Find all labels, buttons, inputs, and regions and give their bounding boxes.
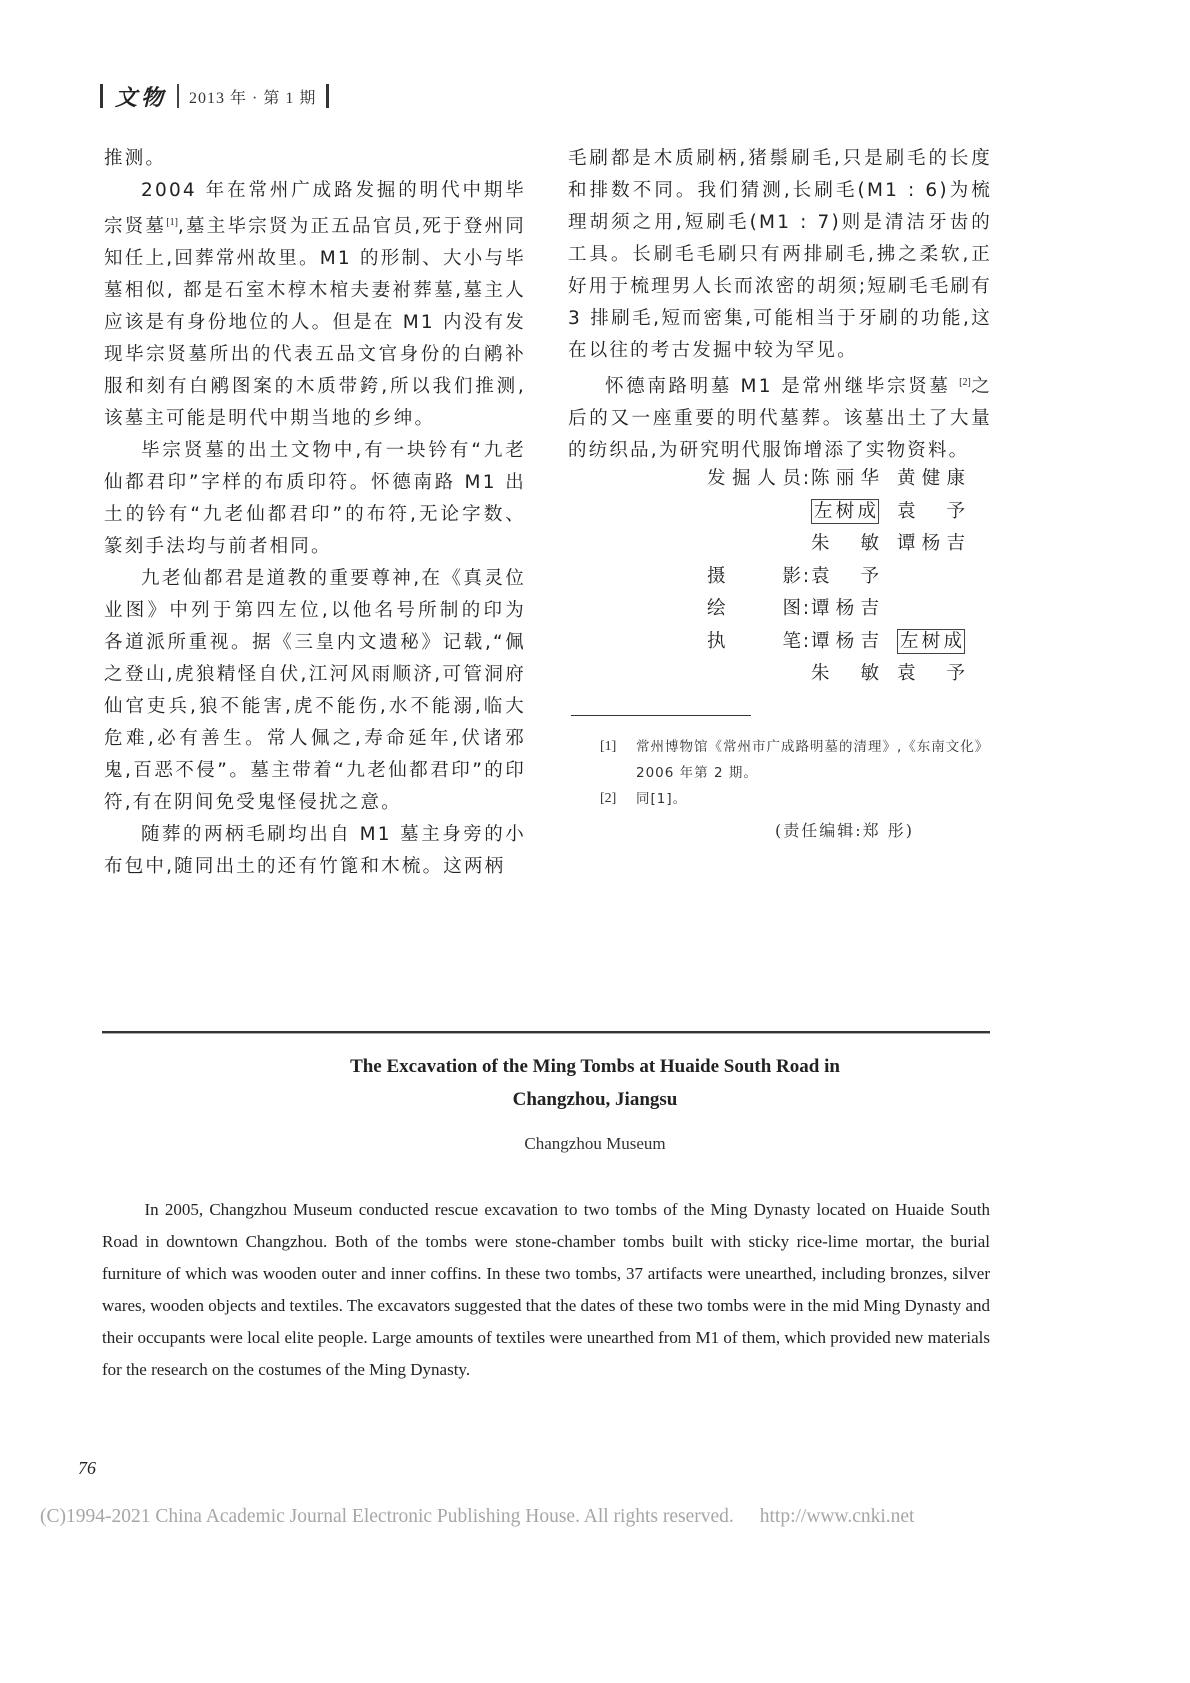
footnotes	[600, 734, 1000, 812]
name-char: 敏	[860, 533, 879, 554]
left-column	[104, 143, 526, 883]
role-char: 图	[782, 598, 801, 619]
person-name	[811, 561, 879, 594]
name-char: 予	[860, 565, 879, 587]
footnote-number: [2]	[600, 791, 617, 806]
name-char: 黄	[897, 468, 916, 489]
name-char: 吉	[860, 630, 879, 652]
issue-label: 2013 年 · 第 1 期	[189, 89, 317, 107]
name-char: 树	[921, 630, 941, 652]
role-char: 发	[707, 468, 726, 489]
paragraph: 九老仙都君是道教的重要尊神,在《真灵位业图》中列于第四左位,以他名号所制的印为各道派所重视。据《三皇内文遗秘》记载,“佩之登山,虎狼精怪自伏,江河风雨顺济,可管洞府仙官吏兵,狼不能害,虎不能伤,水不能溺,临大危难,必有善生。常人佩之,寿命延年,伏诸邪鬼,百恶不侵”。墓主带着“九老仙都君印”的印符,有在阴间免受鬼怪侵扰之意。	[104, 568, 526, 814]
credit-role	[707, 593, 801, 626]
page-number: 76	[78, 1458, 96, 1478]
person-name	[811, 593, 879, 626]
role-char: 摄	[707, 565, 726, 587]
paragraph: 毛刷都是木质刷柄,猪鬃刷毛,只是刷毛的长度和排数不同。我们猜测,长刷毛(M1 : 6)为梳理胡须之用,短刷毛(M1 : 7)则是清洁牙齿的工具。长刷毛毛刷只有两排刷毛,拂之柔软,正好用于梳理男人长而浓密的胡须;短刷毛毛刷有 3 排刷毛,短而密集,可能相当于牙刷的功能,这在以往的考古发掘中较为罕见。	[568, 148, 992, 361]
english-abstract	[102, 1194, 990, 1386]
credit-colon: :	[802, 468, 810, 489]
credit-names	[811, 658, 983, 691]
role-char: 员	[782, 468, 801, 489]
paragraph-text: 2004 年在常州广成路发掘的明代中期毕宗贤墓	[104, 180, 526, 238]
name-char: 成	[857, 500, 876, 522]
person-name	[897, 463, 965, 496]
name-char: 杨	[835, 598, 855, 619]
credit-names	[811, 496, 983, 529]
credit-names	[811, 528, 983, 561]
name-char: 吉	[860, 598, 879, 619]
abstract-text: In 2005, Changzhou Museum conducted rescue excavation to two tombs of the Ming Dynasty located on Huaide South Road in downtown Changzhou. Both of the tombs were stone-chamber tombs built with sticky rice-lime mortar, the burial furniture of which was wooden outer and inner coffins. In these two tombs, 37 artifacts were unearthed, including bronzes, silver wares, wooden objects and textiles. The excavators suggested that the dates of these two tombs were in the mid Ming Dynasty and their occupants were local elite people. Large amounts of textiles were unearthed from M1 of them, which provided new materials for the research on the costumes of the Ming Dynasty.	[102, 1200, 990, 1379]
name-char: 朱	[811, 533, 830, 554]
english-title-line: The Excavation of the Ming Tombs at Huaide South Road in	[350, 1056, 840, 1077]
paragraph	[104, 175, 526, 435]
footnote	[600, 786, 1000, 812]
name-char: 谭	[811, 598, 830, 619]
credit-row-continued	[707, 496, 1007, 529]
credit-colon: :	[802, 598, 810, 619]
name-char: 康	[946, 468, 965, 489]
name-char: 左	[814, 500, 833, 522]
paragraph: 推测。	[104, 148, 167, 169]
credit-row-excavators	[707, 463, 1007, 496]
paragraph: 随葬的两柄毛刷均出自 M1 墓主身旁的小布包中,随同出土的还有竹篦和木梳。这两柄	[104, 824, 526, 878]
copyright-text: (C)1994-2021 China Academic Journal Electronic Publishing House. All rights reserved.	[40, 1506, 734, 1527]
cnki-link[interactable]: http://www.cnki.net	[759, 1506, 915, 1527]
name-char: 谭	[897, 533, 916, 554]
responsible-editor: (责任编辑:郑 彤)	[775, 821, 914, 840]
name-char: 成	[943, 630, 962, 652]
name-char: 左	[900, 630, 919, 652]
header-rule-middle	[177, 84, 179, 108]
name-char: 袁	[897, 663, 916, 684]
person-name	[897, 528, 965, 561]
journal-name: 文物	[115, 84, 168, 111]
header-rule-left	[100, 84, 103, 108]
person-name	[811, 463, 879, 496]
credit-names	[811, 561, 897, 594]
role-char: 人	[757, 468, 776, 489]
role-char: 影	[782, 565, 801, 587]
name-char: 袁	[897, 500, 916, 522]
credit-role	[707, 561, 801, 594]
footnote	[600, 734, 1000, 786]
footnote-text: 同[1]。	[636, 791, 688, 807]
name-char: 袁	[811, 565, 830, 587]
copyright-notice	[40, 1506, 1100, 1528]
credit-row-writing	[707, 626, 1007, 659]
footnote-number: [1]	[600, 739, 617, 754]
name-char: 朱	[811, 663, 830, 684]
role-char: 笔	[782, 630, 801, 652]
staff-credits	[707, 463, 1007, 691]
paragraph-text: ,墓主毕宗贤为正五品官员,死于登州同知任上,回葬常州故里。M1 的形制、大小与毕墓相似, 都是石室木椁木棺夫妻祔葬墓,墓主人应该是有身份地位的人。但是在 M1 内没有发现毕宗贤墓所出的代表五品文官身份的白鹇补服和刻有白鹇图案的木质带銙,所以我们推测,该墓主可能是明代中期当地的乡绅。	[104, 216, 526, 430]
name-char: 丽	[835, 468, 855, 489]
name-char: 予	[946, 663, 965, 684]
credit-names	[811, 626, 983, 659]
name-char: 陈	[811, 468, 830, 489]
name-char: 树	[835, 500, 855, 522]
english-title-line: Changzhou, Jiangsu	[512, 1089, 678, 1110]
name-char: 健	[921, 468, 941, 489]
person-name-boxed	[811, 499, 879, 524]
name-char: 谭	[811, 630, 830, 652]
person-name	[811, 528, 879, 561]
credit-role	[707, 626, 801, 659]
english-author: Changzhou Museum	[524, 1134, 666, 1153]
credit-row-continued	[707, 528, 1007, 561]
paragraph-text: 怀德南路明墓 M1 是常州继毕宗贤墓	[605, 376, 960, 398]
name-char: 华	[860, 468, 879, 489]
role-char: 绘	[707, 598, 726, 619]
name-char: 杨	[835, 630, 855, 652]
credit-names	[811, 593, 897, 626]
person-name-boxed	[897, 629, 965, 654]
role-char: 执	[707, 630, 726, 652]
section-divider	[102, 1031, 990, 1033]
paragraph: 毕宗贤墓的出土文物中,有一块钤有“九老仙都君印”字样的布质印符。怀德南路 M1 出土的钤有“九老仙都君印”的布符,无论字数、篆刻手法均与前者相同。	[104, 440, 526, 558]
english-title	[100, 1050, 1090, 1116]
name-char: 予	[946, 500, 965, 522]
paragraph-text: 之后的又一座重要的明代墓葬。该墓出土了大量的纺织品,为研究明代服饰增添了实物资料。	[568, 376, 992, 462]
name-char: 敏	[860, 663, 879, 684]
name-char: 吉	[946, 533, 965, 554]
person-name	[811, 626, 879, 659]
footnote-text: 常州博物馆《常州市广成路明墓的清理》,《东南文化》2006 年第 2 期。	[636, 739, 990, 781]
reference-marker[interactable]: [2]	[959, 377, 971, 388]
credit-row-drawing	[707, 593, 1007, 626]
name-char: 杨	[921, 533, 941, 554]
credit-role	[707, 463, 801, 496]
right-column	[568, 143, 992, 467]
person-name	[811, 658, 879, 691]
credit-row-photography	[707, 561, 1007, 594]
header-rule-right	[326, 84, 329, 108]
credit-names	[811, 463, 983, 496]
role-char: 掘	[732, 468, 751, 489]
running-header	[100, 80, 329, 112]
paragraph	[568, 367, 992, 467]
reference-marker[interactable]: [1]	[166, 217, 178, 228]
credit-colon: :	[802, 630, 810, 652]
credit-row-continued	[707, 658, 1007, 691]
person-name	[897, 658, 965, 691]
credit-colon: :	[802, 565, 810, 587]
person-name	[897, 496, 965, 529]
footnote-separator	[571, 715, 751, 716]
